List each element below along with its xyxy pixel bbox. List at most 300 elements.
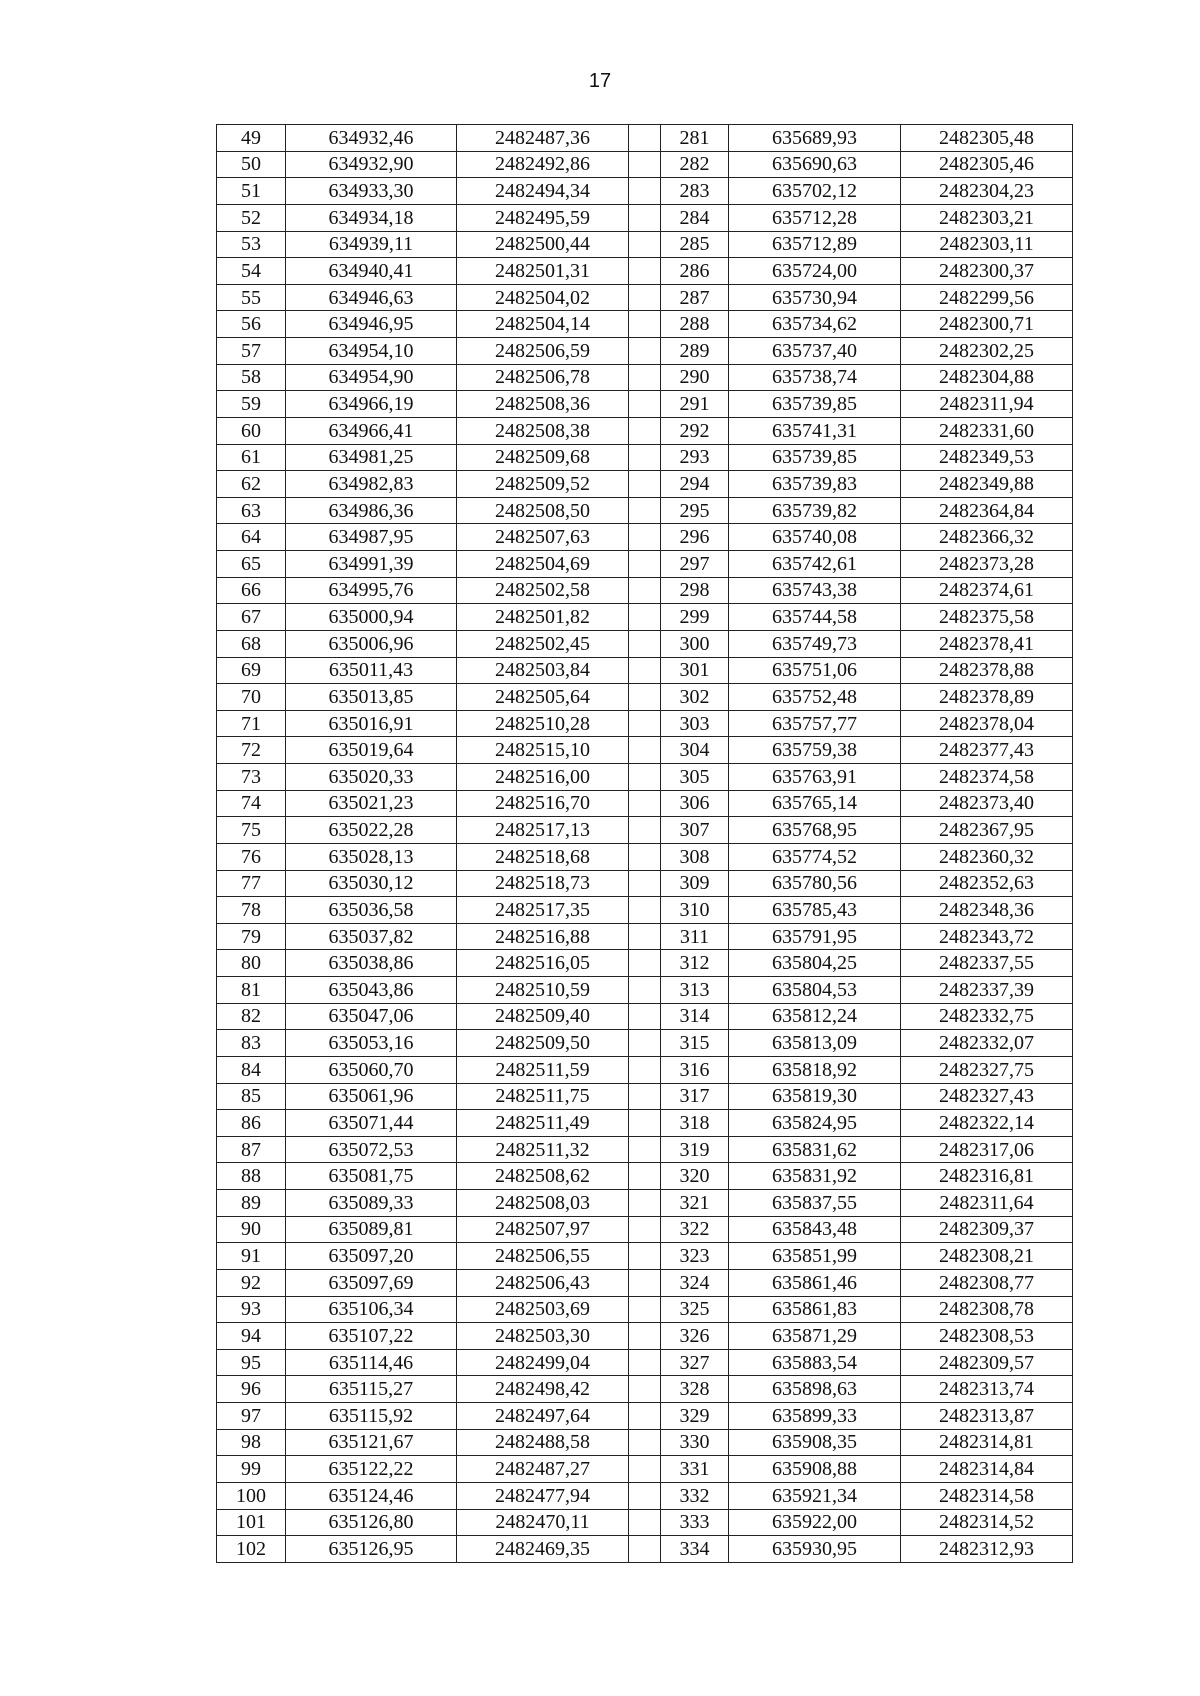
table-row — [217, 923, 1073, 950]
x-coordinate-left: 634987,95 — [286, 524, 457, 551]
point-number-right: 286 — [661, 258, 729, 285]
column-gap — [629, 657, 661, 684]
y-coordinate-right: 2482349,53 — [901, 444, 1073, 471]
point-number-left: 64 — [217, 524, 286, 551]
point-number-left: 68 — [217, 630, 286, 657]
table-row — [217, 1482, 1073, 1509]
x-coordinate-right: 635689,93 — [729, 125, 901, 152]
x-coordinate-right: 635768,95 — [729, 817, 901, 844]
x-coordinate-right: 635883,54 — [729, 1349, 901, 1376]
x-coordinate-right: 635712,89 — [729, 231, 901, 258]
column-gap — [629, 1509, 661, 1536]
point-number-right: 334 — [661, 1536, 729, 1563]
x-coordinate-left: 635106,34 — [286, 1296, 457, 1323]
y-coordinate-left: 2482518,68 — [457, 843, 629, 870]
point-number-right: 299 — [661, 604, 729, 631]
point-number-right: 290 — [661, 364, 729, 391]
x-coordinate-left: 634946,95 — [286, 311, 457, 338]
y-coordinate-right: 2482317,06 — [901, 1136, 1073, 1163]
column-gap — [629, 151, 661, 178]
column-gap — [629, 204, 661, 231]
y-coordinate-left: 2482511,59 — [457, 1056, 629, 1083]
y-coordinate-left: 2482499,04 — [457, 1349, 629, 1376]
column-gap — [629, 125, 661, 152]
y-coordinate-right: 2482378,88 — [901, 657, 1073, 684]
y-coordinate-left: 2482509,40 — [457, 1003, 629, 1030]
x-coordinate-right: 635930,95 — [729, 1536, 901, 1563]
y-coordinate-left: 2482517,35 — [457, 897, 629, 924]
point-number-right: 305 — [661, 764, 729, 791]
x-coordinate-right: 635843,48 — [729, 1216, 901, 1243]
column-gap — [629, 1403, 661, 1430]
table-row — [217, 843, 1073, 870]
point-number-left: 59 — [217, 391, 286, 418]
y-coordinate-right: 2482327,43 — [901, 1083, 1073, 1110]
y-coordinate-left: 2482487,27 — [457, 1456, 629, 1483]
x-coordinate-right: 635791,95 — [729, 923, 901, 950]
table-row — [217, 258, 1073, 285]
x-coordinate-left: 635030,12 — [286, 870, 457, 897]
y-coordinate-left: 2482511,75 — [457, 1083, 629, 1110]
x-coordinate-left: 635097,20 — [286, 1243, 457, 1270]
x-coordinate-left: 635028,13 — [286, 843, 457, 870]
point-number-left: 92 — [217, 1269, 286, 1296]
table-row — [217, 1030, 1073, 1057]
x-coordinate-left: 634954,10 — [286, 338, 457, 365]
point-number-left: 60 — [217, 417, 286, 444]
y-coordinate-right: 2482313,87 — [901, 1403, 1073, 1430]
table-row — [217, 551, 1073, 578]
x-coordinate-right: 635757,77 — [729, 710, 901, 737]
x-coordinate-left: 635013,85 — [286, 684, 457, 711]
point-number-right: 295 — [661, 497, 729, 524]
x-coordinate-left: 634981,25 — [286, 444, 457, 471]
y-coordinate-left: 2482487,36 — [457, 125, 629, 152]
column-gap — [629, 258, 661, 285]
point-number-right: 311 — [661, 923, 729, 950]
y-coordinate-right: 2482364,84 — [901, 497, 1073, 524]
y-coordinate-right: 2482348,36 — [901, 897, 1073, 924]
table-row — [217, 391, 1073, 418]
x-coordinate-right: 635741,31 — [729, 417, 901, 444]
point-number-right: 301 — [661, 657, 729, 684]
column-gap — [629, 471, 661, 498]
point-number-right: 284 — [661, 204, 729, 231]
x-coordinate-left: 635038,86 — [286, 950, 457, 977]
table-row — [217, 1429, 1073, 1456]
column-gap — [629, 1536, 661, 1563]
x-coordinate-left: 635016,91 — [286, 710, 457, 737]
x-coordinate-right: 635743,38 — [729, 577, 901, 604]
x-coordinate-right: 635738,74 — [729, 364, 901, 391]
x-coordinate-left: 634940,41 — [286, 258, 457, 285]
y-coordinate-left: 2482511,49 — [457, 1110, 629, 1137]
point-number-left: 58 — [217, 364, 286, 391]
column-gap — [629, 737, 661, 764]
point-number-right: 322 — [661, 1216, 729, 1243]
point-number-right: 294 — [661, 471, 729, 498]
y-coordinate-left: 2482498,42 — [457, 1376, 629, 1403]
y-coordinate-right: 2482366,32 — [901, 524, 1073, 551]
point-number-right: 298 — [661, 577, 729, 604]
x-coordinate-left: 635011,43 — [286, 657, 457, 684]
column-gap — [629, 1136, 661, 1163]
y-coordinate-left: 2482507,97 — [457, 1216, 629, 1243]
y-coordinate-left: 2482505,64 — [457, 684, 629, 711]
y-coordinate-left: 2482503,30 — [457, 1323, 629, 1350]
x-coordinate-right: 635837,55 — [729, 1190, 901, 1217]
point-number-right: 287 — [661, 284, 729, 311]
point-number-right: 325 — [661, 1296, 729, 1323]
column-gap — [629, 1243, 661, 1270]
point-number-left: 87 — [217, 1136, 286, 1163]
y-coordinate-left: 2482495,59 — [457, 204, 629, 231]
y-coordinate-right: 2482327,75 — [901, 1056, 1073, 1083]
point-number-left: 50 — [217, 151, 286, 178]
table-row — [217, 897, 1073, 924]
table-row — [217, 1509, 1073, 1536]
x-coordinate-left: 634932,90 — [286, 151, 457, 178]
column-gap — [629, 1296, 661, 1323]
y-coordinate-right: 2482313,74 — [901, 1376, 1073, 1403]
y-coordinate-left: 2482511,32 — [457, 1136, 629, 1163]
x-coordinate-right: 635763,91 — [729, 764, 901, 791]
table-row — [217, 1349, 1073, 1376]
point-number-right: 297 — [661, 551, 729, 578]
point-number-right: 309 — [661, 870, 729, 897]
x-coordinate-right: 635861,83 — [729, 1296, 901, 1323]
y-coordinate-right: 2482308,53 — [901, 1323, 1073, 1350]
table-row — [217, 1216, 1073, 1243]
point-number-right: 314 — [661, 1003, 729, 1030]
table-row — [217, 1110, 1073, 1137]
point-number-left: 96 — [217, 1376, 286, 1403]
x-coordinate-right: 635744,58 — [729, 604, 901, 631]
table-row — [217, 231, 1073, 258]
point-number-right: 330 — [661, 1429, 729, 1456]
column-gap — [629, 551, 661, 578]
point-number-left: 88 — [217, 1163, 286, 1190]
point-number-left: 95 — [217, 1349, 286, 1376]
y-coordinate-right: 2482374,58 — [901, 764, 1073, 791]
point-number-right: 303 — [661, 710, 729, 737]
y-coordinate-right: 2482314,81 — [901, 1429, 1073, 1456]
point-number-left: 93 — [217, 1296, 286, 1323]
column-gap — [629, 417, 661, 444]
point-number-right: 318 — [661, 1110, 729, 1137]
x-coordinate-right: 635908,35 — [729, 1429, 901, 1456]
table-row — [217, 1003, 1073, 1030]
point-number-right: 317 — [661, 1083, 729, 1110]
y-coordinate-left: 2482509,52 — [457, 471, 629, 498]
point-number-right: 326 — [661, 1323, 729, 1350]
point-number-left: 82 — [217, 1003, 286, 1030]
point-number-left: 61 — [217, 444, 286, 471]
point-number-left: 99 — [217, 1456, 286, 1483]
y-coordinate-right: 2482311,94 — [901, 391, 1073, 418]
column-gap — [629, 1269, 661, 1296]
y-coordinate-right: 2482308,21 — [901, 1243, 1073, 1270]
column-gap — [629, 1030, 661, 1057]
point-number-left: 63 — [217, 497, 286, 524]
y-coordinate-right: 2482308,77 — [901, 1269, 1073, 1296]
point-number-left: 57 — [217, 338, 286, 365]
x-coordinate-right: 635804,53 — [729, 977, 901, 1004]
table-row — [217, 1163, 1073, 1190]
x-coordinate-left: 634934,18 — [286, 204, 457, 231]
x-coordinate-right: 635774,52 — [729, 843, 901, 870]
table-row — [217, 125, 1073, 152]
column-gap — [629, 1163, 661, 1190]
y-coordinate-left: 2482509,50 — [457, 1030, 629, 1057]
y-coordinate-right: 2482378,89 — [901, 684, 1073, 711]
point-number-left: 80 — [217, 950, 286, 977]
y-coordinate-left: 2482470,11 — [457, 1509, 629, 1536]
column-gap — [629, 497, 661, 524]
y-coordinate-left: 2482504,02 — [457, 284, 629, 311]
x-coordinate-right: 635739,85 — [729, 391, 901, 418]
y-coordinate-left: 2482516,88 — [457, 923, 629, 950]
y-coordinate-left: 2482503,69 — [457, 1296, 629, 1323]
point-number-right: 291 — [661, 391, 729, 418]
y-coordinate-left: 2482508,03 — [457, 1190, 629, 1217]
y-coordinate-right: 2482314,58 — [901, 1482, 1073, 1509]
y-coordinate-left: 2482508,50 — [457, 497, 629, 524]
point-number-left: 65 — [217, 551, 286, 578]
column-gap — [629, 764, 661, 791]
y-coordinate-right: 2482343,72 — [901, 923, 1073, 950]
point-number-right: 328 — [661, 1376, 729, 1403]
coordinates-table — [216, 124, 1073, 1563]
point-number-left: 69 — [217, 657, 286, 684]
y-coordinate-right: 2482308,78 — [901, 1296, 1073, 1323]
point-number-left: 53 — [217, 231, 286, 258]
table-row — [217, 1269, 1073, 1296]
y-coordinate-right: 2482332,07 — [901, 1030, 1073, 1057]
x-coordinate-right: 635804,25 — [729, 950, 901, 977]
point-number-left: 84 — [217, 1056, 286, 1083]
y-coordinate-left: 2482502,45 — [457, 630, 629, 657]
x-coordinate-left: 634954,90 — [286, 364, 457, 391]
x-coordinate-right: 635751,06 — [729, 657, 901, 684]
x-coordinate-right: 635759,38 — [729, 737, 901, 764]
x-coordinate-right: 635813,09 — [729, 1030, 901, 1057]
y-coordinate-left: 2482507,63 — [457, 524, 629, 551]
column-gap — [629, 1323, 661, 1350]
x-coordinate-left: 635071,44 — [286, 1110, 457, 1137]
x-coordinate-left: 635037,82 — [286, 923, 457, 950]
x-coordinate-right: 635831,92 — [729, 1163, 901, 1190]
x-coordinate-right: 635899,33 — [729, 1403, 901, 1430]
point-number-right: 315 — [661, 1030, 729, 1057]
y-coordinate-left: 2482509,68 — [457, 444, 629, 471]
x-coordinate-right: 635739,83 — [729, 471, 901, 498]
column-gap — [629, 977, 661, 1004]
y-coordinate-right: 2482377,43 — [901, 737, 1073, 764]
column-gap — [629, 311, 661, 338]
point-number-right: 312 — [661, 950, 729, 977]
point-number-right: 320 — [661, 1163, 729, 1190]
column-gap — [629, 923, 661, 950]
y-coordinate-left: 2482494,34 — [457, 178, 629, 205]
column-gap — [629, 1110, 661, 1137]
x-coordinate-left: 635115,92 — [286, 1403, 457, 1430]
y-coordinate-left: 2482508,62 — [457, 1163, 629, 1190]
x-coordinate-right: 635898,63 — [729, 1376, 901, 1403]
x-coordinate-right: 635740,08 — [729, 524, 901, 551]
y-coordinate-left: 2482488,58 — [457, 1429, 629, 1456]
x-coordinate-left: 634966,19 — [286, 391, 457, 418]
table-row — [217, 604, 1073, 631]
table-row — [217, 364, 1073, 391]
y-coordinate-left: 2482510,59 — [457, 977, 629, 1004]
x-coordinate-right: 635749,73 — [729, 630, 901, 657]
point-number-right: 332 — [661, 1482, 729, 1509]
x-coordinate-right: 635702,12 — [729, 178, 901, 205]
x-coordinate-right: 635861,46 — [729, 1269, 901, 1296]
point-number-left: 91 — [217, 1243, 286, 1270]
x-coordinate-right: 635752,48 — [729, 684, 901, 711]
x-coordinate-right: 635780,56 — [729, 870, 901, 897]
y-coordinate-right: 2482378,41 — [901, 630, 1073, 657]
x-coordinate-left: 635126,95 — [286, 1536, 457, 1563]
point-number-left: 100 — [217, 1482, 286, 1509]
x-coordinate-right: 635690,63 — [729, 151, 901, 178]
x-coordinate-left: 634986,36 — [286, 497, 457, 524]
point-number-left: 76 — [217, 843, 286, 870]
y-coordinate-left: 2482502,58 — [457, 577, 629, 604]
page-number: 17 — [588, 70, 612, 92]
x-coordinate-left: 635081,75 — [286, 1163, 457, 1190]
y-coordinate-right: 2482352,63 — [901, 870, 1073, 897]
y-coordinate-left: 2482501,31 — [457, 258, 629, 285]
y-coordinate-right: 2482314,84 — [901, 1456, 1073, 1483]
y-coordinate-right: 2482373,40 — [901, 790, 1073, 817]
column-gap — [629, 1003, 661, 1030]
point-number-left: 83 — [217, 1030, 286, 1057]
point-number-left: 81 — [217, 977, 286, 1004]
table-row — [217, 338, 1073, 365]
point-number-left: 52 — [217, 204, 286, 231]
y-coordinate-right: 2482373,28 — [901, 551, 1073, 578]
table-row — [217, 178, 1073, 205]
table-row — [217, 764, 1073, 791]
point-number-left: 62 — [217, 471, 286, 498]
y-coordinate-right: 2482331,60 — [901, 417, 1073, 444]
y-coordinate-right: 2482378,04 — [901, 710, 1073, 737]
point-number-right: 331 — [661, 1456, 729, 1483]
x-coordinate-left: 634966,41 — [286, 417, 457, 444]
y-coordinate-left: 2482516,70 — [457, 790, 629, 817]
x-coordinate-left: 635021,23 — [286, 790, 457, 817]
point-number-right: 319 — [661, 1136, 729, 1163]
x-coordinate-left: 635072,53 — [286, 1136, 457, 1163]
x-coordinate-right: 635730,94 — [729, 284, 901, 311]
x-coordinate-right: 635871,29 — [729, 1323, 901, 1350]
x-coordinate-left: 635043,86 — [286, 977, 457, 1004]
x-coordinate-right: 635785,43 — [729, 897, 901, 924]
column-gap — [629, 1482, 661, 1509]
x-coordinate-left: 635060,70 — [286, 1056, 457, 1083]
column-gap — [629, 338, 661, 365]
column-gap — [629, 1056, 661, 1083]
x-coordinate-left: 634995,76 — [286, 577, 457, 604]
column-gap — [629, 870, 661, 897]
point-number-right: 313 — [661, 977, 729, 1004]
x-coordinate-left: 635036,58 — [286, 897, 457, 924]
x-coordinate-left: 635053,16 — [286, 1030, 457, 1057]
point-number-left: 77 — [217, 870, 286, 897]
point-number-right: 307 — [661, 817, 729, 844]
x-coordinate-left: 634991,39 — [286, 551, 457, 578]
point-number-left: 66 — [217, 577, 286, 604]
point-number-right: 308 — [661, 843, 729, 870]
point-number-left: 67 — [217, 604, 286, 631]
table-row — [217, 471, 1073, 498]
y-coordinate-right: 2482312,93 — [901, 1536, 1073, 1563]
y-coordinate-right: 2482309,57 — [901, 1349, 1073, 1376]
y-coordinate-right: 2482303,21 — [901, 204, 1073, 231]
x-coordinate-left: 635089,33 — [286, 1190, 457, 1217]
y-coordinate-right: 2482375,58 — [901, 604, 1073, 631]
y-coordinate-left: 2482518,73 — [457, 870, 629, 897]
column-gap — [629, 790, 661, 817]
table-row — [217, 1403, 1073, 1430]
point-number-left: 56 — [217, 311, 286, 338]
y-coordinate-right: 2482305,46 — [901, 151, 1073, 178]
y-coordinate-left: 2482492,86 — [457, 151, 629, 178]
x-coordinate-left: 635020,33 — [286, 764, 457, 791]
point-number-left: 78 — [217, 897, 286, 924]
column-gap — [629, 231, 661, 258]
point-number-right: 310 — [661, 897, 729, 924]
point-number-right: 296 — [661, 524, 729, 551]
x-coordinate-left: 635122,22 — [286, 1456, 457, 1483]
point-number-right: 282 — [661, 151, 729, 178]
y-coordinate-right: 2482316,81 — [901, 1163, 1073, 1190]
x-coordinate-right: 635922,00 — [729, 1509, 901, 1536]
column-gap — [629, 1456, 661, 1483]
point-number-right: 321 — [661, 1190, 729, 1217]
x-coordinate-right: 635851,99 — [729, 1243, 901, 1270]
x-coordinate-left: 635114,46 — [286, 1349, 457, 1376]
point-number-right: 293 — [661, 444, 729, 471]
table-row — [217, 710, 1073, 737]
y-coordinate-right: 2482332,75 — [901, 1003, 1073, 1030]
x-coordinate-right: 635812,24 — [729, 1003, 901, 1030]
coordinates-table-body — [217, 125, 1073, 1563]
point-number-left: 73 — [217, 764, 286, 791]
y-coordinate-right: 2482349,88 — [901, 471, 1073, 498]
y-coordinate-left: 2482508,38 — [457, 417, 629, 444]
point-number-left: 74 — [217, 790, 286, 817]
y-coordinate-right: 2482367,95 — [901, 817, 1073, 844]
table-row — [217, 870, 1073, 897]
table-row — [217, 684, 1073, 711]
point-number-right: 306 — [661, 790, 729, 817]
column-gap — [629, 178, 661, 205]
y-coordinate-right: 2482374,61 — [901, 577, 1073, 604]
x-coordinate-left: 635124,46 — [286, 1482, 457, 1509]
y-coordinate-left: 2482500,44 — [457, 231, 629, 258]
x-coordinate-right: 635831,62 — [729, 1136, 901, 1163]
y-coordinate-left: 2482477,94 — [457, 1482, 629, 1509]
point-number-left: 98 — [217, 1429, 286, 1456]
x-coordinate-left: 635107,22 — [286, 1323, 457, 1350]
column-gap — [629, 1190, 661, 1217]
y-coordinate-right: 2482302,25 — [901, 338, 1073, 365]
point-number-left: 55 — [217, 284, 286, 311]
